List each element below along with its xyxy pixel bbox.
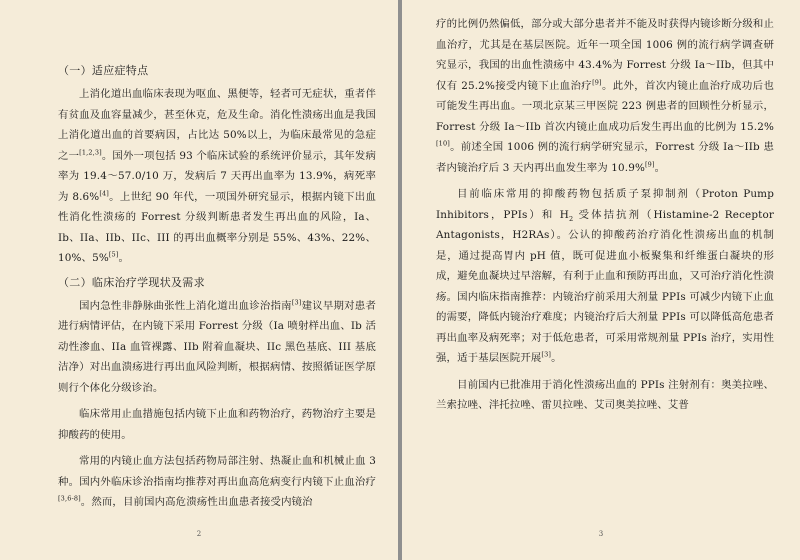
- section-heading-treatment: （二）临床治疗学现状及需求: [58, 275, 205, 289]
- citation: [5]: [108, 250, 119, 259]
- section-heading-indications: （一）适应症特点: [58, 64, 149, 77]
- paragraph-ppi-injections: 目前国内已批准用于消化性溃疡出血的 PPIs 注射剂有：奥美拉唑、兰索拉唑、泮托拉唑、雷贝拉唑、艾司奥美拉唑、艾普: [436, 378, 774, 411]
- right-page: [402, 0, 800, 560]
- citation: [9]: [645, 160, 655, 169]
- paragraph-guideline: 国内急性非静脉曲张性上消化道出血诊治指南[3]建议早期对患者进行病情评估，在内镜下采用 Forrest 分级（Ia 喷射样出血、Ib 活动性渗血、IIa 血管裸露、IIb 附着血凝块、IIc 黑色基底、III 基底洁净）对出血溃疡进行再出血风险判断，根据病情、按照循证医学原则行个体化分级诊治。: [58, 298, 376, 394]
- paragraph-acid-suppression: 目前临床常用的抑酸药物包括质子泵抑制剂（Proton Pump Inhibitors，PPIs）和 $H_2$ 受体拮抗剂（Histamine-2 Receptor Antagonists，H2RAs）。公认的抑酸药治疗消化性溃疡出血的机制是，通过提高胃内 pH 值，既可促进血小板聚集和纤维蛋白凝块的形成，避免血凝块过早溶解，有利于止血和预防再出血，又可治疗消化性溃疡。国内临床指南推荐：内镜治疗前采用大剂量 PPIs 可减少内镜下止血的需要，降低内镜治疗难度；内镜治疗后大剂量 PPIs 可以降低高危患者再出血率及病死率；对于低危患者，可采用常规剂量 PPIs 治疗，实用性强，适于基层医院开展[3]。: [436, 188, 774, 364]
- paragraph-continuation: 疗的比例仍然偏低，部分或大部分患者并不能及时获得内镜诊断分级和止血治疗，尤其是在基层医院。近年一项全国 1006 例的流行病学调查研究显示，我国的出血性溃疡中 43.4%为 Forrest 分级 Ia～IIb，但其中仅有 25.2%接受内镜下止血治疗[9]。此外，首次内镜止血治疗成功后也可能发生再出血。一项北京某三甲医院 223 例患者的回顾性分析显示，Forrest 分级 Ia～IIb 首次内镜止血成功后发生再出血的比例为 15.2%[10]。前述全国 1006 例的流行病学研究显示，Forrest 分级 Ia～IIb 患者内镜治疗后 3 天内再出血发生率为 10.9%[9]。: [436, 18, 774, 174]
- paragraph-endoscopic: 常用的内镜止血方法包括药物局部注射、热凝止血和机械止血 3 种。国内外临床诊治指南均推荐对再出血高危病变行内镜下止血治疗[3,6-8]。然而，目前国内高危溃疡性出血患者接受内镜治: [58, 455, 376, 508]
- citation: [1,2,3]: [79, 148, 102, 157]
- left-page: [0, 0, 398, 560]
- citation: [9]: [592, 78, 602, 87]
- paragraph-indications: 上消化道出血临床表现为呕血、黑便等，轻者可无症状，重者伴有贫血及血容量减少，甚至休克，危及生命。消化性溃疡出血是我国上消化道出血的首要病因，占比达 50%以上，为临床最常见的急症之一[1,2,3]。国外一项包括 93 个临床试验的系统评价显示，其年发病率为 19.4～57.0/10 万，发病后 7 天再出血率为 13.9%，病死率为 8.6%[4]。上世纪 90 年代，一项国外研究显示，根据内镜下出血性消化性溃疡的 Forrest 分级判断患者发生再出血的风险，Ia、Ib、IIa、IIb、IIc、III 的再出血概率分别是 55%、43%、22%、10%、5%[5]。: [58, 88, 376, 264]
- citation: [3]: [291, 298, 302, 307]
- page-number: 2: [196, 530, 202, 538]
- paragraph-hemostasis: 临床常用止血措施包括内镜下止血和药物治疗，药物治疗主要是抑酸药的使用。: [58, 408, 376, 441]
- citation: [4]: [99, 189, 109, 198]
- citation: [3,6-8]: [58, 494, 81, 503]
- citation: [10]: [436, 139, 450, 148]
- citation: [3]: [541, 350, 552, 359]
- page-number: 3: [598, 530, 604, 538]
